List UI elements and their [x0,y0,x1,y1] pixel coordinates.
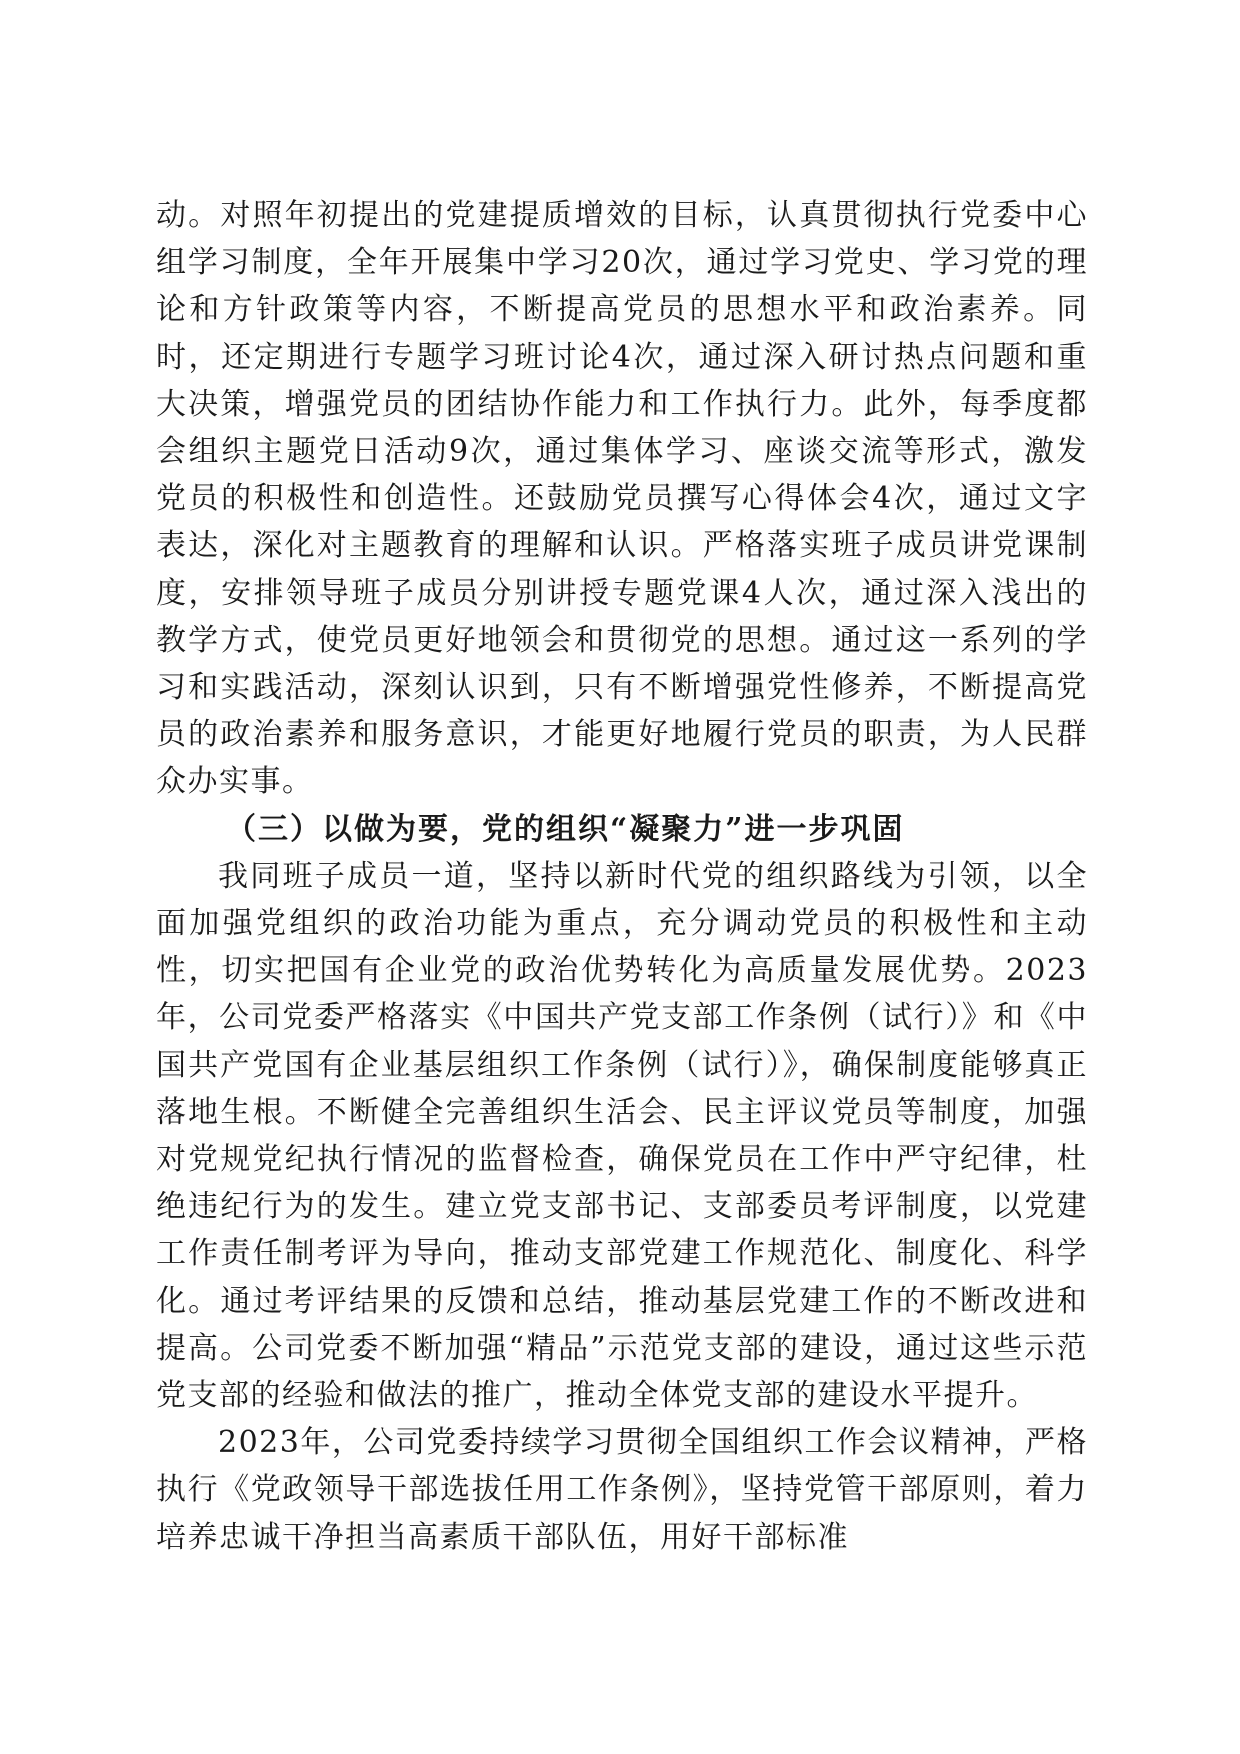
paragraph-cadre-selection: 2023年，公司党委持续学习贯彻全国组织工作会议精神，严格执行《党政领导干部选拔任用工作条例》，坚持党管干部原则，着力培养忠诚干净担当高素质干部队伍，用好干部标准 [156,1425,1088,1555]
section-heading-3: （三）以做为要，党的组织“凝聚力”进一步巩固 [226,811,905,847]
document-body [156,192,1088,1561]
paragraph-continued: 动。对照年初提出的党建提质增效的目标，认真贯彻执行党委中心组学习制度，全年开展集中学习20次，通过学习党史、学习党的理论和方针政策等内容，不断提高党员的思想水平和政治素养。同时，还定期进行专题学习班讨论4次，通过深入研讨热点问题和重大决策，增强党员的团结协作能力和工作执行力。此外，每季度都会组织主题党日活动9次，通过集体学习、座谈交流等形式，激发党员的积极性和创造性。还鼓励党员撰写心得体会4次，通过文字表达，深化对主题教育的理解和认识。严格落实班子成员讲党课制度，安排领导班子成员分别讲授专题党课4人次，通过深入浅出的教学方式，使党员更好地领会和贯彻党的思想。通过这一系列的学习和实践活动，深刻认识到，只有不断增强党性修养，不断提高党员的政治素养和服务意识，才能更好地履行党员的职责，为人民群众办实事。 [156,198,1088,800]
paragraph-organization: 我同班子成员一道，坚持以新时代党的组织路线为引领，以全面加强党组织的政治功能为重点，充分调动党员的积极性和主动性，切实把国有企业党的政治优势转化为高质量发展优势。2023年，公司党委严格落实《中国共产党支部工作条例（试行）》和《中国共产党国有企业基层组织工作条例（试行）》，确保制度能够真正落地生根。不断健全完善组织生活会、民主评议党员等制度，加强对党规党纪执行情况的监督检查，确保党员在工作中严守纪律，杜绝违纪行为的发生。建立党支部书记、支部委员考评制度，以党建工作责任制考评为导向，推动支部党建工作规范化、制度化、科学化。通过考评结果的反馈和总结，推动基层党建工作的不断改进和提高。公司党委不断加强“精品”示范党支部的建设，通过这些示范党支部的经验和做法的推广，推动全体党支部的建设水平提升。 [156,858,1088,1414]
